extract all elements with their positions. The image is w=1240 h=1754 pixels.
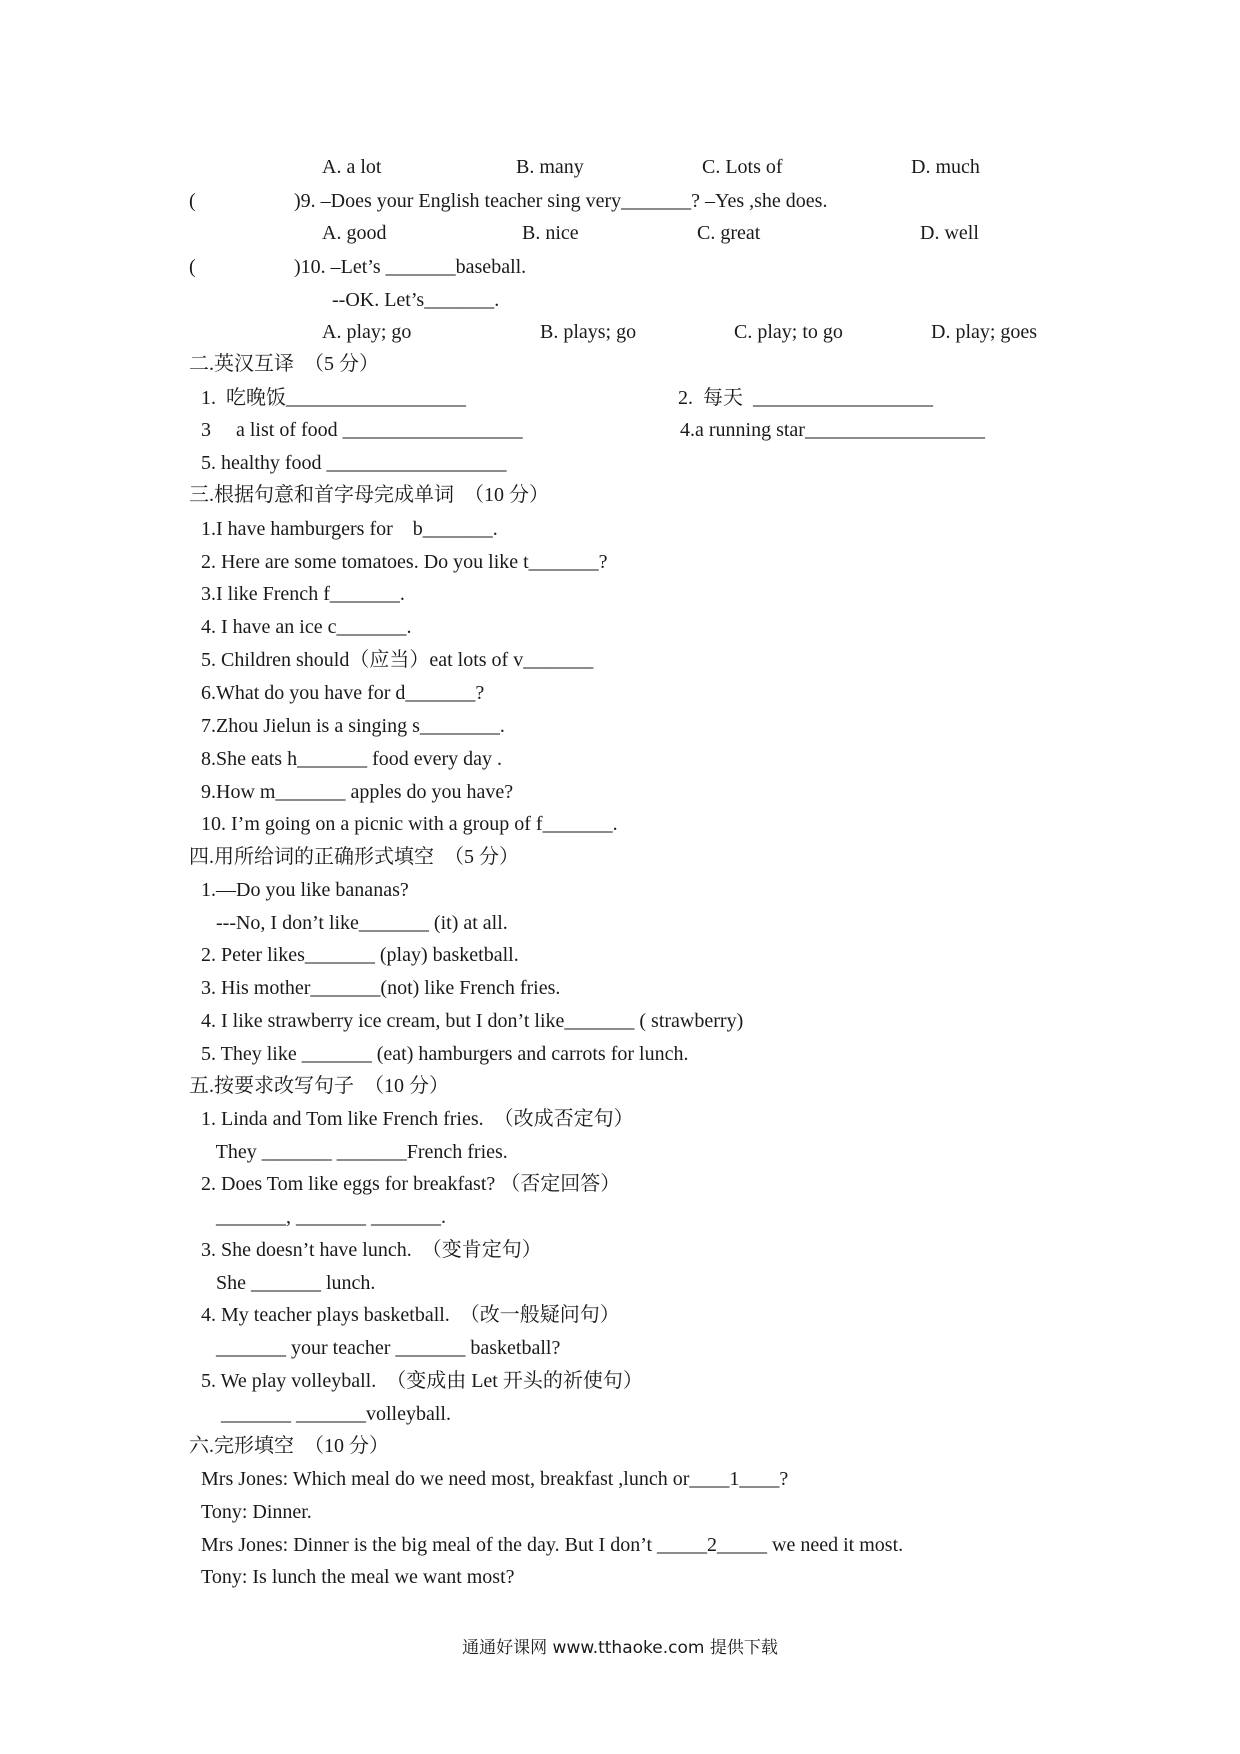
q10-option-a: A. play; go <box>322 321 412 343</box>
section5-line-4: _______, _______ _______. <box>201 1206 446 1228</box>
q8-option-a: A. a lot <box>322 156 382 178</box>
section5-line-3: 2. Does Tom like eggs for breakfast? （否定回答） <box>201 1173 621 1195</box>
section4-line-4: 3. His mother_______(not) like French fries. <box>201 977 561 999</box>
q10-option-b: B. plays; go <box>540 321 637 343</box>
section3-item-2: 2. Here are some tomatoes. Do you like t_______? <box>201 551 608 573</box>
section4-heading: 四.用所给词的正确形式填空 （5 分） <box>189 846 519 868</box>
q9-answer-paren: ( <box>189 190 196 212</box>
q9-option-d: D. well <box>920 222 979 244</box>
section5-line-8: _______ your teacher _______ basketball? <box>201 1337 561 1359</box>
section5-line-6: She _______ lunch. <box>201 1272 376 1294</box>
section4-line-5: 4. I like strawberry ice cream, but I don’t like_______ ( strawberry) <box>201 1010 744 1032</box>
section6-line-2: Tony: Dinner. <box>201 1501 312 1523</box>
q9-option-c: C. great <box>697 222 761 244</box>
q8-option-d: D. much <box>911 156 980 178</box>
section3-item-4: 4. I have an ice c_______. <box>201 616 412 638</box>
section6-line-1: Mrs Jones: Which meal do we need most, breakfast ,lunch or____1____? <box>201 1468 789 1490</box>
section3-item-1: 1.I have hamburgers for b_______. <box>201 518 498 540</box>
section5-heading: 五.按要求改写句子 （10 分） <box>189 1075 449 1097</box>
section2-item-1: 1. 吃晚饭__________________ <box>201 387 466 409</box>
section3-item-8: 8.She eats h_______ food every day . <box>201 748 503 770</box>
section5-line-1: 1. Linda and Tom like French fries. （改成否定句） <box>201 1108 634 1130</box>
section2-item-3: 3 a list of food __________________ <box>201 419 523 441</box>
q8-option-b: B. many <box>516 156 584 178</box>
section4-line-6: 5. They like _______ (eat) hamburgers and carrots for lunch. <box>201 1043 689 1065</box>
section6-line-3: Mrs Jones: Dinner is the big meal of the day. But I don’t _____2_____ we need it most. <box>201 1534 904 1556</box>
q10-option-c: C. play; to go <box>734 321 843 343</box>
section5-line-7: 4. My teacher plays basketball. （改一般疑问句） <box>201 1304 620 1326</box>
section2-heading: 二.英汉互译 （5 分） <box>189 353 379 375</box>
q10-stem: )10. –Let’s _______baseball. <box>294 256 527 278</box>
footer-watermark: 通通好课网 www.tthaoke.com 提供下载 <box>462 1638 778 1658</box>
q9-option-a: A. good <box>322 222 387 244</box>
section2-item-2: 2. 每天 __________________ <box>678 387 933 409</box>
section5-line-10: _______ _______volleyball. <box>201 1403 451 1425</box>
section2-item-4: 4.a running star__________________ <box>680 419 985 441</box>
q10-line2: --OK. Let’s_______. <box>332 289 500 311</box>
q9-stem: )9. –Does your English teacher sing very_______? –Yes ,she does. <box>294 190 828 212</box>
section6-heading: 六.完形填空 （10 分） <box>189 1435 389 1457</box>
section5-line-2: They _______ _______French fries. <box>201 1141 508 1163</box>
section4-line-1: 1.—Do you like bananas? <box>201 879 409 901</box>
section3-item-9: 9.How m_______ apples do you have? <box>201 781 514 803</box>
q10-answer-paren: ( <box>189 256 196 278</box>
section3-heading: 三.根据句意和首字母完成单词 （10 分） <box>189 484 549 506</box>
section4-line-3: 2. Peter likes_______ (play) basketball. <box>201 944 519 966</box>
q10-option-d: D. play; goes <box>931 321 1038 343</box>
q9-option-b: B. nice <box>522 222 579 244</box>
section3-item-3: 3.I like French f_______. <box>201 583 405 605</box>
section2-item-5: 5. healthy food __________________ <box>201 452 507 474</box>
section3-item-5: 5. Children should（应当）eat lots of v_______ <box>201 649 594 671</box>
section6-line-4: Tony: Is lunch the meal we want most? <box>201 1566 515 1588</box>
q8-option-c: C. Lots of <box>702 156 783 178</box>
section5-line-9: 5. We play volleyball. （变成由 Let 开头的祈使句） <box>201 1370 643 1392</box>
section3-item-10: 10. I’m going on a picnic with a group of f_______. <box>201 813 618 835</box>
section3-item-7: 7.Zhou Jielun is a singing s________. <box>201 715 505 737</box>
section4-line-2: ---No, I don’t like_______ (it) at all. <box>201 912 508 934</box>
section3-item-6: 6.What do you have for d_______? <box>201 682 485 704</box>
section5-line-5: 3. She doesn’t have lunch. （变肯定句） <box>201 1239 542 1261</box>
